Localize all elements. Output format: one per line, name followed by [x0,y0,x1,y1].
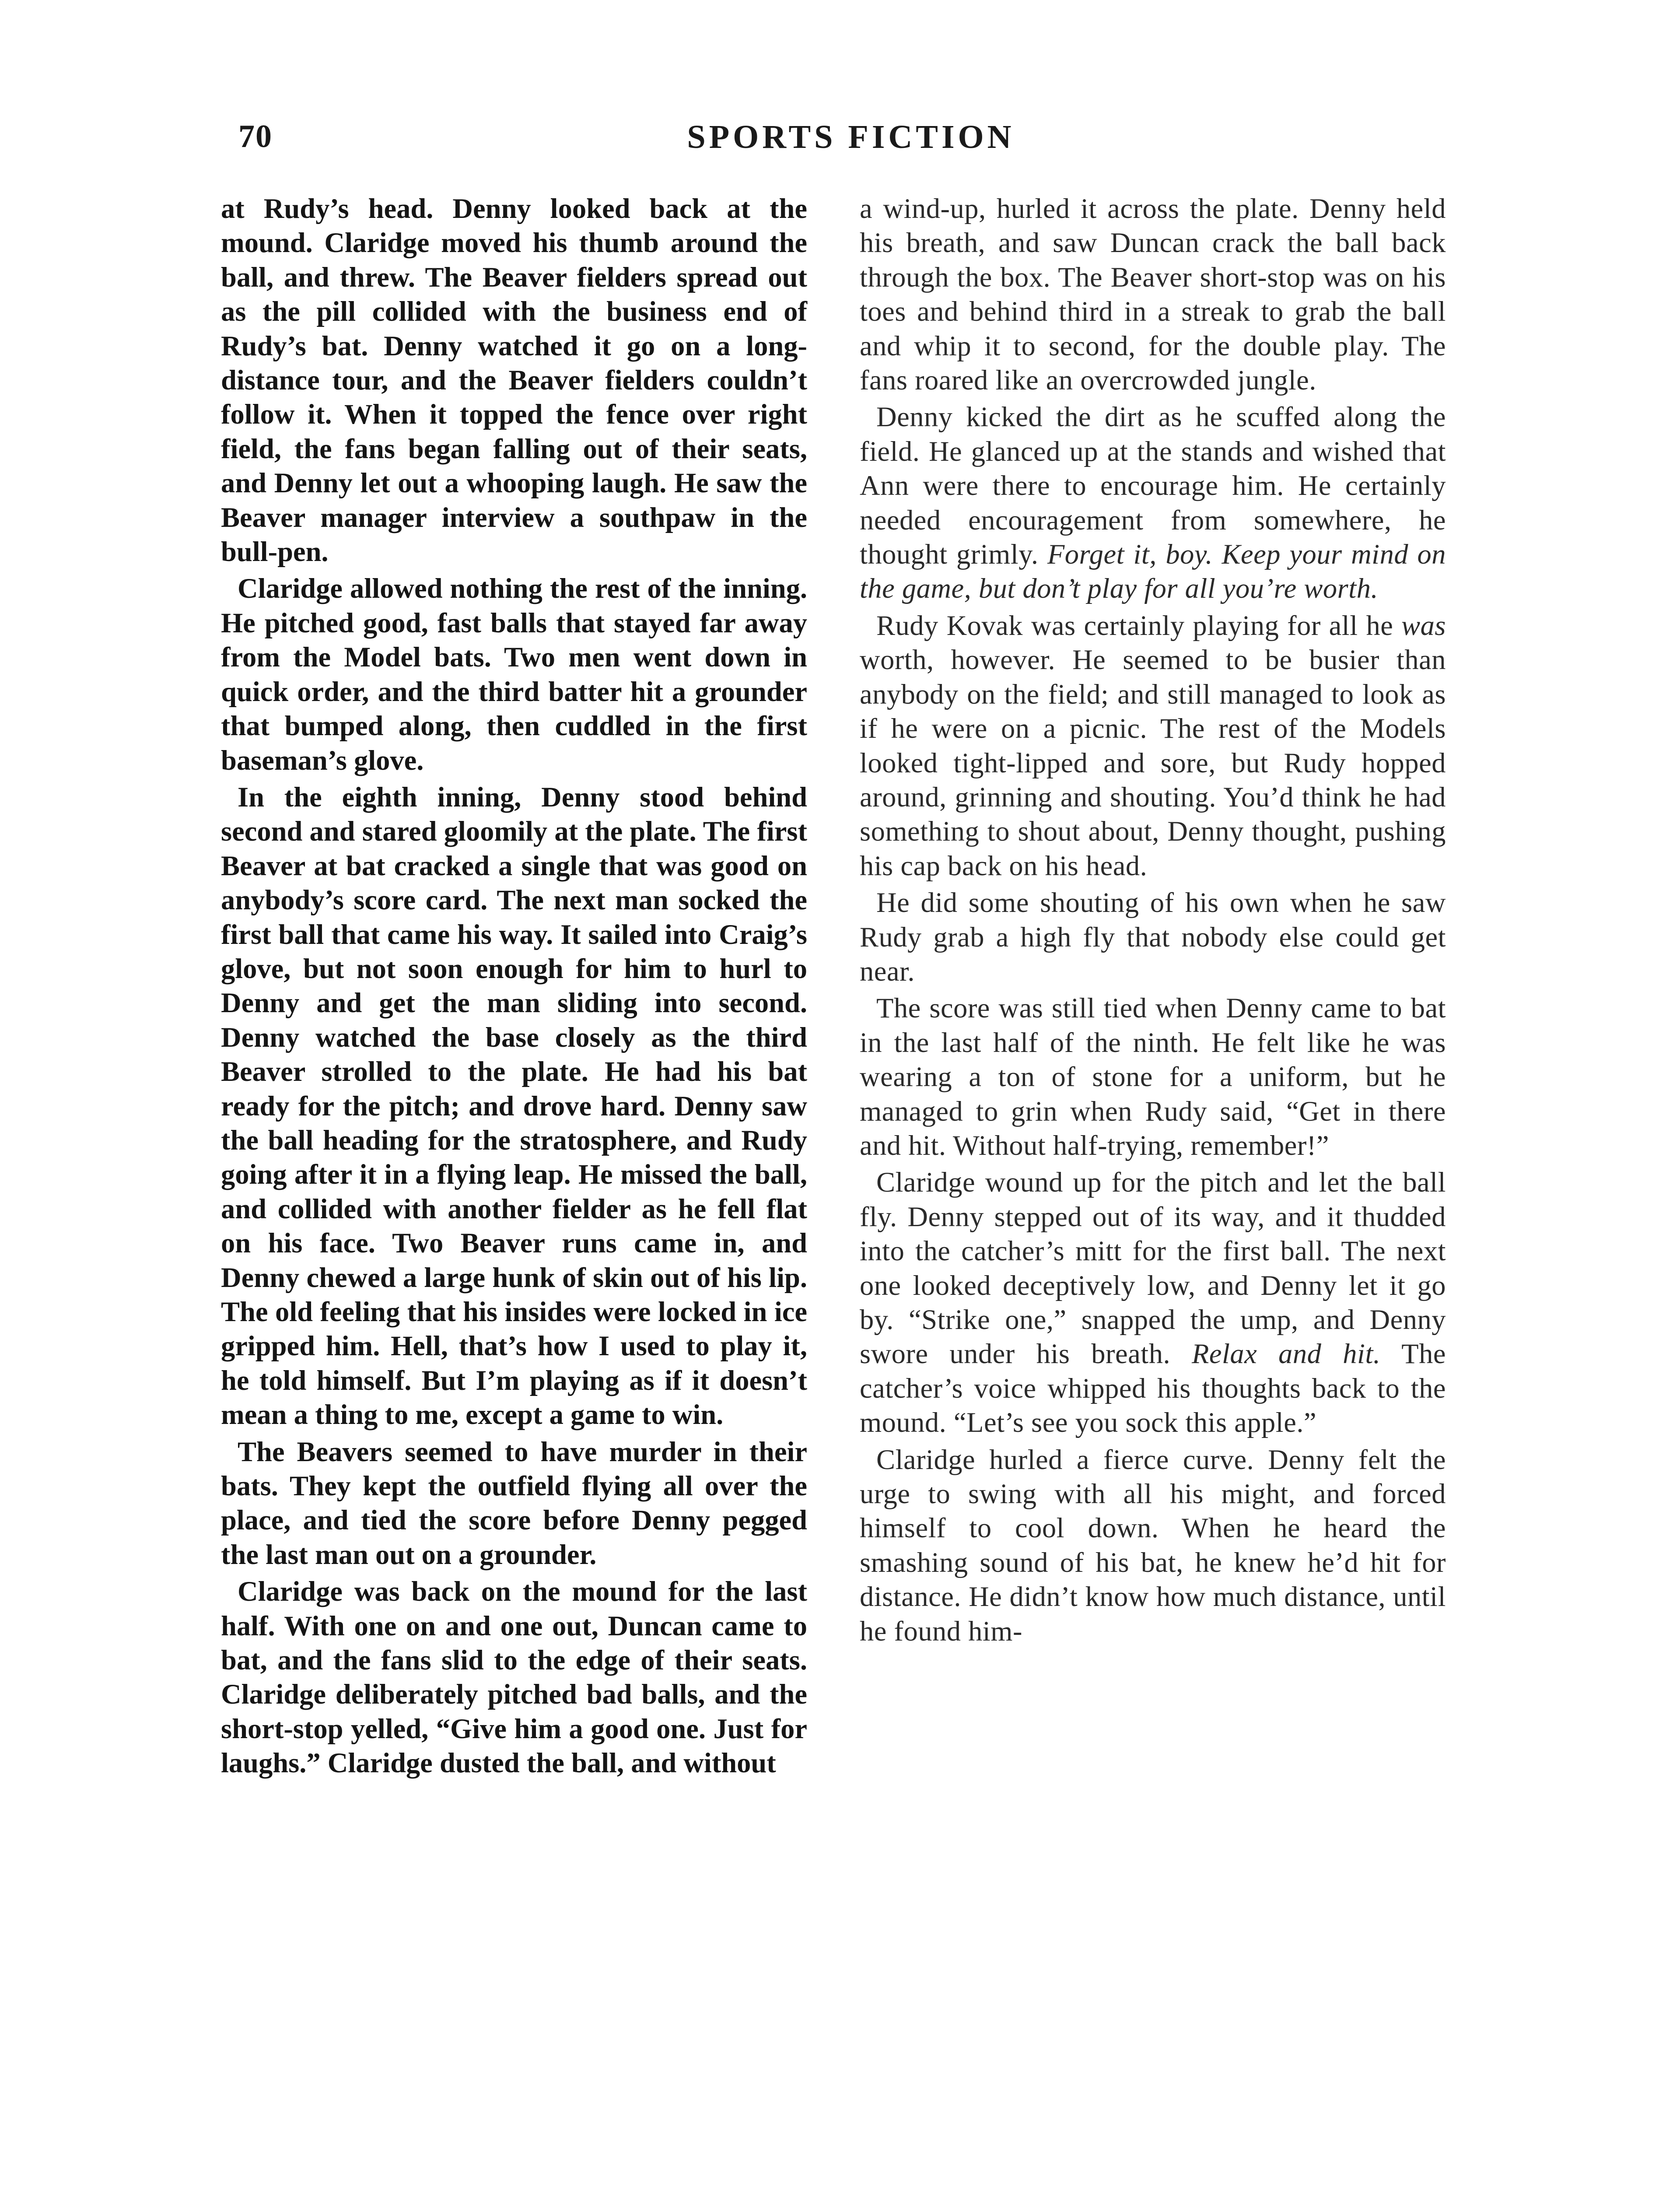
paragraph: Claridge was back on the mound for the last half. With one on and one out, Duncan came to bat, and the fans slid to the edge of their seats. Claridge deliberately pitched bad balls, and the short-stop yelled, “Give him a good one. Just for laughs.” Claridge dusted the ball, and without [221,1576,807,1779]
left-column [221,192,807,1781]
paragraph: The Beavers seemed to have murder in their bats. They kept the outfield flying all over the place, and tied the score before Denny pegged the last man out on a grounder. [221,1436,807,1570]
paragraph: The score was still tied when Denny came to bat in the last half of the ninth. He felt like he was wearing a ton of stone for a uniform, but he managed to grin when Rudy said, “Get in there and hit. Without half-trying, remember!” [860,992,1446,1161]
italic-emphasis: was [1401,610,1446,641]
paragraph: a wind-up, hurled it across the plate. Denny held his breath, and saw Duncan crack the ball back through the box. The Beaver short-stop was on his toes and behind third in a streak to grab the ball and whip it to second, for the double play. The fans roared like an overcrowded jungle. [860,193,1446,396]
paragraph [860,609,1446,883]
paragraph: In the eighth inning, Denny stood behind second and stared gloomily at the plate. The first Beaver at bat cracked a single that was good on anybody’s score card. The next man socked the first ball that came his way. It sailed into Craig’s glove, but not soon enough for him to hurl to Denny and get the man sliding into second. Denny watched the base closely as the third Beaver strolled to the plate. He had his bat ready for the pitch; and drove hard. Denny saw the ball heading for the stratosphere, and Rudy going after it in a flying leap. He missed the ball, and collided with another fielder as he fell flat on his face. Two Beaver runs came in, and Denny chewed a large hunk of skin out of his lip. The old feeling that his insides were locked in ice gripped him. Hell, that’s how I used to play it, he told himself. But I’m playing as if it doesn’t mean a thing to me, except a game to win. [221,781,807,1431]
paragraph: Claridge allowed nothing the rest of the inning. He pitched good, fast balls that stayed far away from the Model bats. Two men went down in quick order, and the third batter hit a grounder that bumped along, then cuddled in the first baseman’s glove. [221,573,807,776]
paragraph: Claridge hurled a fierce curve. Denny felt the urge to swing with all his might, and forced himself to cool down. When he heard the smashing sound of his bat, he knew he’d hit for distance. He didn’t know how much distance, until he found him- [860,1444,1446,1647]
italic-thought: Forget it, boy. Keep your mind on the game, but don’t play for all you’re worth. [860,539,1446,604]
paragraph-text: The catcher’s voice whipped his thoughts back to the mound. “Let’s see you sock this apple.” [860,1338,1446,1438]
page-header [238,118,1463,166]
paragraph-text: worth, however. He seemed to be busier than anybody on the field; and still managed to look as if he were on a picnic. The rest of the Models looked tight-lipped and sore, but Rudy hopped around, grinning and shouting. You’d think he had something to shout about, Denny thought, pushing his cap back on his head. [860,644,1446,881]
paragraph-text: Denny kicked the dirt as he scuffed along the field. He glanced up at the stands and wished that Ann were there to encourage him. He certainly needed encouragement from somewhere, he thought grimly. [860,401,1446,570]
paragraph: at Rudy’s head. Denny looked back at the mound. Claridge moved his thumb around the ball, and threw. The Beaver fielders spread out as the pill collided with the business end of Rudy’s bat. Denny watched it go on a long-distance tour, and the Beaver fielders couldn’t follow it. When it topped the fence over right field, the fans began falling out of their seats, and Denny let out a whooping laugh. He saw the Beaver manager interview a southpaw in the bull-pen. [221,193,807,568]
paragraph [860,1165,1446,1440]
page-number: 70 [238,119,273,154]
right-column [860,192,1446,1648]
paragraph [860,400,1446,606]
italic-thought: Relax and hit. [1191,1338,1381,1370]
paragraph-text: Rudy Kovak was certainly playing for all he [876,610,1402,641]
paragraph-text: Claridge wound up for the pitch and let the ball fly. Denny stepped out of its way, and it thudded into the catcher’s mitt for the first ball. The next one looked deceptively low, and Denny let it go by. “Strike one,” snapped the ump, and Denny swore under his breath. [860,1167,1446,1370]
running-head: SPORTS FICTION [687,119,1015,155]
paragraph: He did some shouting of his own when he saw Rudy grab a high fly that nobody else could get near. [860,887,1446,987]
